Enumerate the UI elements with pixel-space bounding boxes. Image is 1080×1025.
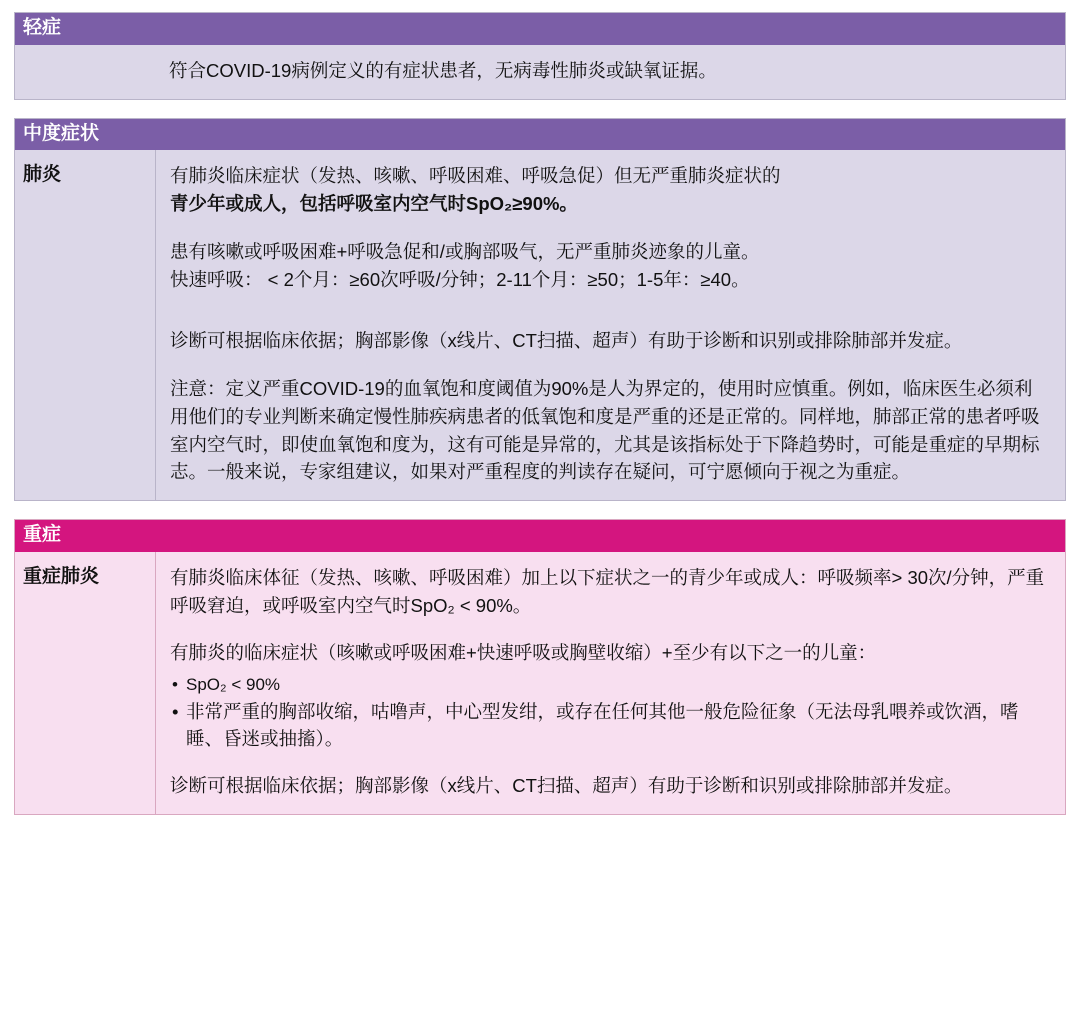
paragraph: 诊断可根据临床依据；胸部影像（x线片、CT扫描、超声）有助于诊断和识别或排除肺部并发症。 <box>170 330 963 352</box>
section-content-severe <box>155 552 1065 814</box>
paragraph-note: 注意：定义严重COVID-19的血氧饱和度阈值为90%是人为界定的，使用时应慎重。例如，临床医生必须利用他们的专业判断来确定慢性肺疾病患者的低氧饱和度是严重的还是正常的。同样地，肺部正常的患者呼吸室内空气时，即使血氧饱和度为，这有可能是异常的，尤其是该指标处于下降趋势时，可能是重症的早期标志。一般来说，专家组建议，如果对严重程度的判读存在疑问，可宁愿倾向于视之为重症。 <box>170 378 1040 483</box>
list-item: • SpO₂ < 90% <box>170 673 1047 698</box>
paragraph: 有肺炎的临床症状（咳嗽或呼吸困难+快速呼吸或胸壁收缩）+至少有以下之一的儿童： <box>170 642 877 664</box>
paragraph: 快速呼吸： < 2个月：≥60次呼吸/分钟；2-11个月：≥50；1-5年：≥40。 <box>170 268 750 290</box>
paragraph: 诊断可根据临床依据；胸部影像（x线片、CT扫描、超声）有助于诊断和识别或排除肺部并发症。 <box>170 775 963 797</box>
section-body-moderate <box>15 150 1065 500</box>
list-item: • 非常严重的胸部收缩，咕噜声，中心型发绀，或存在任何其他一般危险征象（无法母乳喂养或饮酒，嗜睡、昏迷或抽搐）。 <box>170 699 1047 753</box>
paragraph: 符合COVID-19病例定义的有症状患者，无病毒性肺炎或缺氧证据。 <box>169 59 717 81</box>
section-content-mild <box>15 45 1065 99</box>
section-body-mild <box>15 45 1065 99</box>
section-header-moderate: 中度症状 <box>15 119 1065 151</box>
paragraph-bold: 青少年或成人，包括呼吸室内空气时SpO₂≥90%。 <box>170 193 578 215</box>
row-label-severe-pneumonia: 重症肺炎 <box>23 565 100 587</box>
section-severe <box>14 519 1066 815</box>
section-header-mild: 轻症 <box>15 13 1065 45</box>
paragraph: 有肺炎临床症状（发热、咳嗽、呼吸困难、呼吸急促）但无严重肺炎症状的 <box>170 165 781 187</box>
section-mild <box>14 12 1066 100</box>
paragraph: 患有咳嗽或呼吸困难+呼吸急促和/或胸部吸气，无严重肺炎迹象的儿童。 <box>170 240 760 262</box>
section-content-moderate <box>155 150 1065 500</box>
section-moderate <box>14 118 1066 502</box>
section-body-severe <box>15 552 1065 814</box>
paragraph: 有肺炎临床体征（发热、咳嗽、呼吸困难）加上以下症状之一的青少年或成人：呼吸频率> 30次/分钟，严重呼吸窘迫，或呼吸室内空气时SpO₂ < 90%。 <box>170 566 1045 616</box>
row-label-pneumonia: 肺炎 <box>23 164 62 186</box>
bullet-list <box>170 673 1047 752</box>
section-header-severe: 重症 <box>15 520 1065 552</box>
